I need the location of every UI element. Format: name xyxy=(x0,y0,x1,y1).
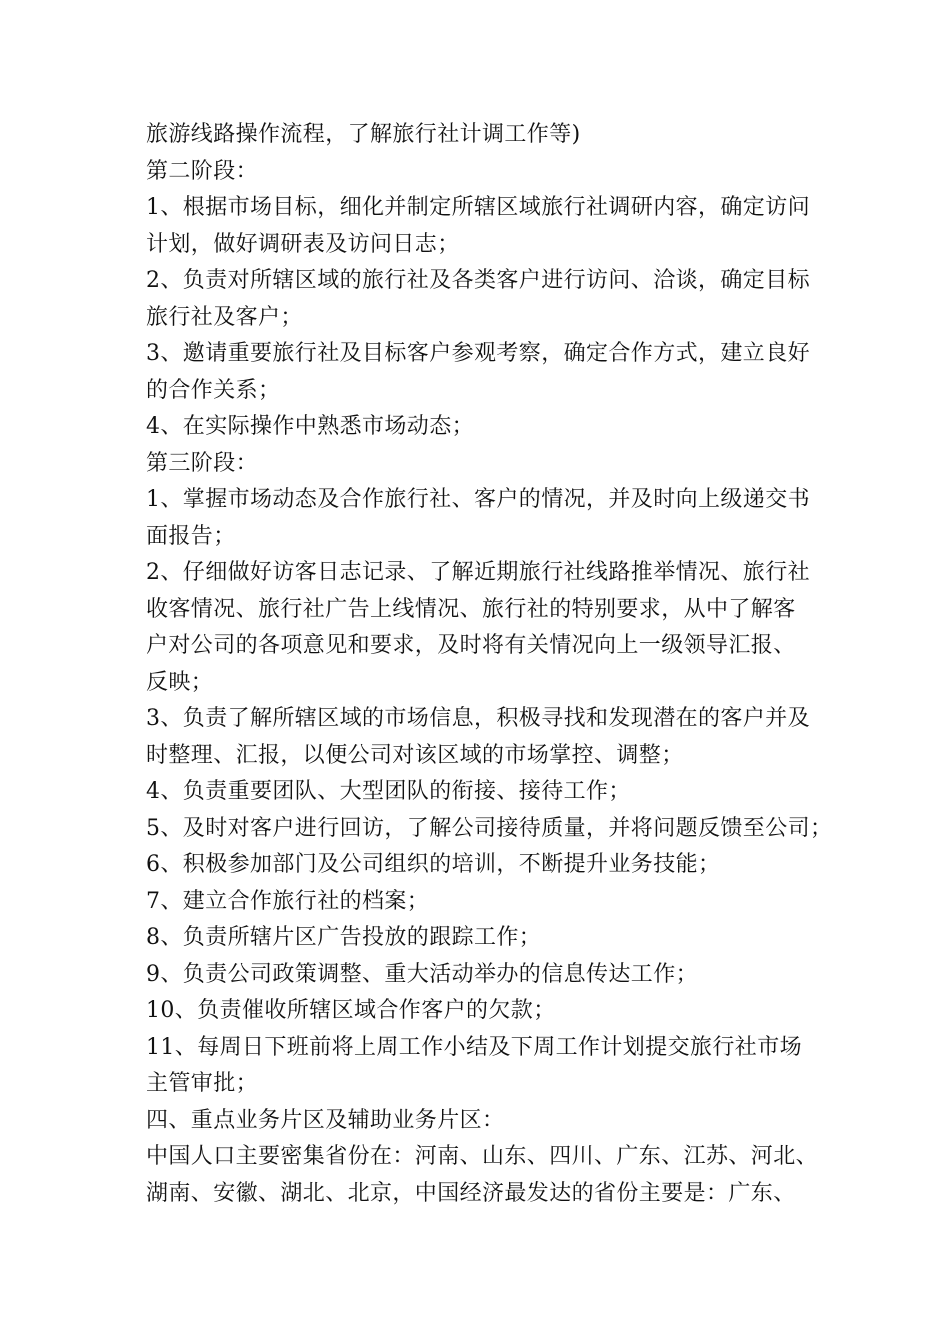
text-line: 7、建立合作旅行社的档案； xyxy=(146,888,430,914)
text-line: 的合作关系； xyxy=(146,377,281,403)
text-line: 11、每周日下班前将上周工作小结及下周工作计划提交旅行社市场 xyxy=(146,1034,802,1060)
text-line: 3、邀请重要旅行社及目标客户参观考察，确定合作方式，建立良好 xyxy=(146,341,810,366)
text-line: 旅游线路操作流程，了解旅行社计调工作等) xyxy=(146,122,581,147)
text-line: 主管审批； xyxy=(146,1071,259,1096)
text-line: 2、负责对所辖区域的旅行社及各类客户进行访问、洽谈，确定目标 xyxy=(146,268,810,293)
text-line: 中国人口主要密集省份在：河南、山东、四川、广东、江苏、河北、 xyxy=(146,1144,819,1169)
text-line: 收客情况、旅行社广告上线情况、旅行社的特别要求，从中了解客 xyxy=(146,596,796,622)
text-line: 面报告； xyxy=(146,523,236,549)
text-line: 9、负责公司政策调整、重大活动举办的信息传达工作； xyxy=(146,961,698,987)
text-line: 4、在实际操作中熟悉市场动态； xyxy=(146,414,474,439)
text-line: 5、及时对客户进行回访，了解公司接待质量，并将问题反馈至公司； xyxy=(146,815,833,841)
text-line: 4、负责重要团队、大型团队的衔接、接待工作； xyxy=(146,779,631,804)
section-heading-key-areas: 四、重点业务片区及辅助业务片区： xyxy=(146,1107,505,1133)
text-line: 反映； xyxy=(146,669,214,695)
text-line: 户对公司的各项意见和要求，及时将有关情况向上一级领导汇报、 xyxy=(146,633,796,658)
text-line: 湖南、安徽、湖北、北京，中国经济最发达的省份主要是：广东、 xyxy=(146,1180,796,1206)
text-line: 10、负责催收所辖区域合作客户的欠款； xyxy=(146,998,556,1023)
text-line: 计划，做好调研表及访问日志； xyxy=(146,231,460,257)
document-body xyxy=(146,117,833,1212)
text-line: 1、掌握市场动态及合作旅行社、客户的情况，并及时向上级递交书 xyxy=(146,487,810,512)
text-line: 6、积极参加部门及公司组织的培训，不断提升业务技能； xyxy=(146,852,721,877)
section-heading-stage-three: 第三阶段： xyxy=(146,450,259,476)
text-line: 2、仔细做好访客日志记录、了解近期旅行社线路推举情况、旅行社 xyxy=(146,560,810,585)
section-heading-stage-two: 第二阶段： xyxy=(146,158,259,184)
text-line: 时整理、汇报，以便公司对该区域的市场掌控、调整； xyxy=(146,742,684,768)
text-line: 旅行社及客户； xyxy=(146,304,303,330)
text-line: 1、根据市场目标，细化并制定所辖区域旅行社调研内容，确定访问 xyxy=(146,195,810,220)
text-line: 8、负责所辖片区广告投放的跟踪工作； xyxy=(146,925,542,950)
text-line: 3、负责了解所辖区域的市场信息，积极寻找和发现潜在的客户并及 xyxy=(146,706,810,731)
